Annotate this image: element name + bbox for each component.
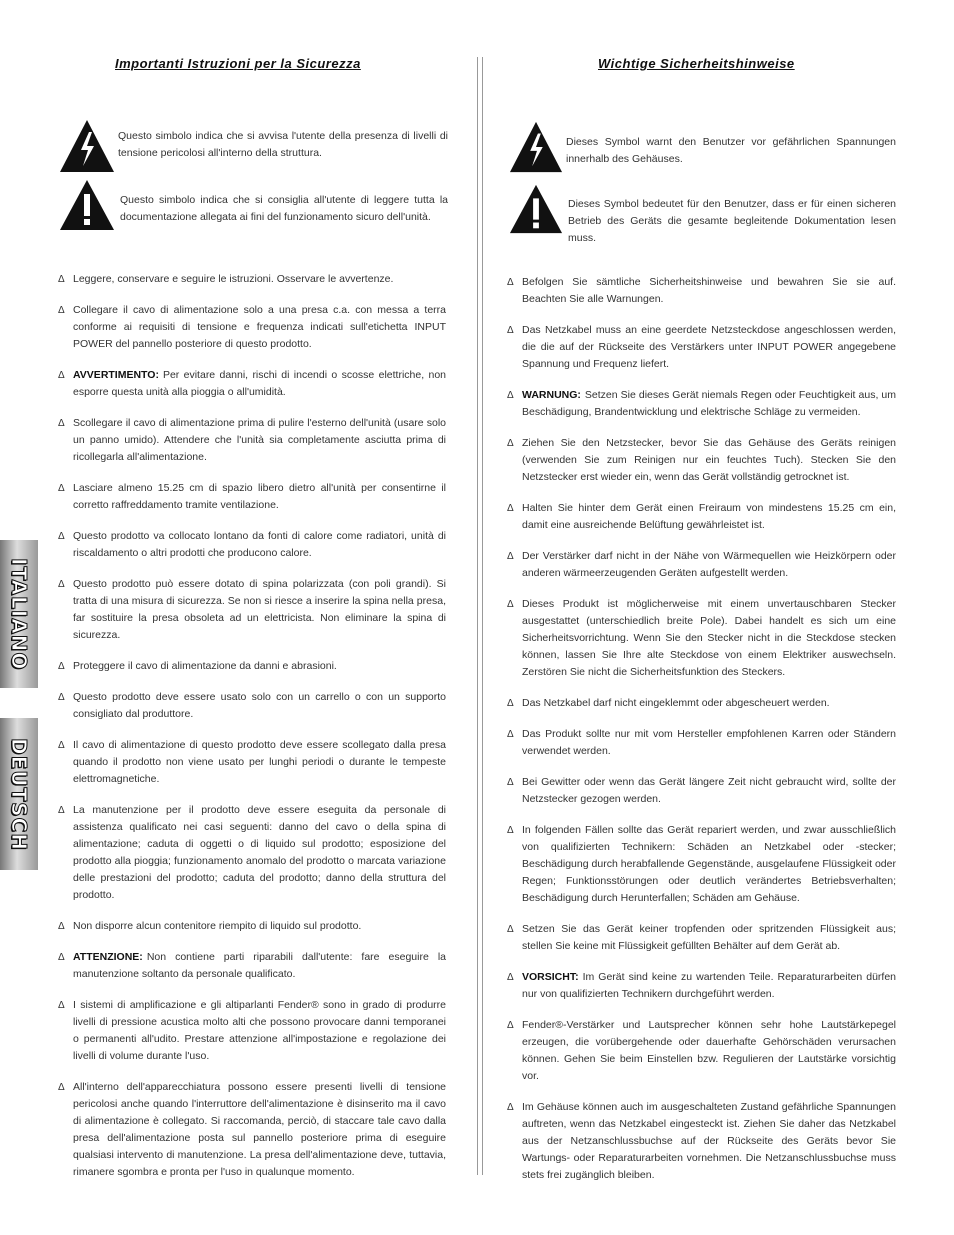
safety-item	[507, 435, 896, 486]
safety-item-text: Dieses Produkt ist möglicherweise mit einem unvertauschbaren Stecker ausgestattet (unterschiedlich breite Pole). Dabei handelt es sich um eine Sicherheitsvorrichtung. Wenn Sie den Stecker nicht in die Steckdose stecken können, lassen Sie Ihre alte Steckdose von einem Elektriker auswechseln. Zerstören Sie nicht die Sicherheitsfunktion des Steckers.	[522, 598, 896, 678]
german-exclamation-notice	[508, 182, 896, 242]
safety-item	[58, 480, 446, 514]
safety-item	[507, 1017, 896, 1085]
safety-item-text: Der Verstärker darf nicht in der Nähe von Wärmequellen wie Heizkörpern oder anderen wärmeerzeugenden Geräten aufgestellt werden.	[522, 550, 896, 579]
safety-item-text: Halten Sie hinter dem Gerät einen Freiraum von mindestens 15.25 cm ein, damit eine ausreichende Belüftung gewährleistet ist.	[522, 502, 896, 531]
delta-bullet-icon: Δ	[58, 531, 65, 542]
safety-item	[507, 387, 896, 421]
safety-item-text: Questo prodotto può essere dotato di spina polarizzata (con poli grandi). Si tratta di una misura di sicurezza. Se non si riesce a inserire la spina nella presa, far sostituire la presa obsoleta ad un elettricista. Non eliminare la spina di sicurezza.	[73, 578, 446, 641]
italian-lightning-notice	[58, 118, 448, 178]
safety-item	[507, 274, 896, 308]
delta-bullet-icon: Δ	[507, 825, 514, 836]
delta-bullet-icon: Δ	[507, 1020, 514, 1031]
safety-item	[507, 1099, 896, 1184]
italian-lightning-text: Questo simbolo indica che si avvisa l'utente della presenza di livelli di tensione pericolosi all'interno della struttura.	[118, 130, 448, 159]
delta-bullet-icon: Δ	[58, 692, 65, 703]
safety-item-text: Das Produkt sollte nur mit vom Hersteller empfohlenen Karren oder Ständern verwendet werden.	[522, 728, 896, 757]
column-divider	[477, 57, 483, 1175]
safety-item	[58, 737, 446, 788]
side-tab-deutsch	[0, 718, 38, 870]
delta-bullet-icon: Δ	[58, 1000, 65, 1011]
safety-item	[507, 726, 896, 760]
safety-item	[58, 689, 446, 723]
safety-item	[58, 367, 446, 401]
delta-bullet-icon: Δ	[58, 805, 65, 816]
safety-item	[58, 302, 446, 353]
delta-bullet-icon: Δ	[507, 599, 514, 610]
italian-exclamation-text: Questo simbolo indica che si consiglia all'utente di leggere tutta la documentazione allegata ai fini del funzionamento sicuro dell'unità.	[120, 194, 448, 223]
safety-item-text: Bei Gewitter oder wenn das Gerät längere Zeit nicht gebraucht wird, sollte der Netzstecker gezogen werden.	[522, 776, 896, 805]
safety-item-text: Per evitare danni, rischi di incendi o scosse elettriche, non esporre questa unità alla pioggia o all'umidità.	[73, 369, 446, 398]
safety-item-text: Non contiene parti riparabili dall'utente: fare eseguire la manutenzione soltanto da personale qualificato.	[73, 951, 446, 980]
safety-item-text: Lasciare almeno 15.25 cm di spazio libero dietro all'unità per consentirne il corretto raffreddamento tramite ventilazione.	[73, 482, 446, 511]
delta-bullet-icon: Δ	[58, 418, 65, 429]
delta-bullet-icon: Δ	[507, 972, 514, 983]
lightning-warning-icon	[58, 118, 116, 174]
safety-item-text: Das Netzkabel darf nicht eingeklemmt oder abgescheuert werden.	[522, 697, 830, 709]
safety-item	[58, 1079, 446, 1181]
safety-item	[58, 528, 446, 562]
german-heading: Wichtige Sicherheitshinweise	[598, 56, 795, 71]
safety-item-text: Proteggere il cavo di alimentazione da danni e abrasioni.	[73, 660, 337, 672]
delta-bullet-icon: Δ	[507, 698, 514, 709]
german-lightning-notice	[508, 120, 896, 180]
delta-bullet-icon: Δ	[58, 921, 65, 932]
safety-item-text: Fender®-Verstärker und Lautsprecher können sehr hohe Lautstärkepegel erzeugen, die vorübergehende oder dauerhafte Gehörschäden verursachen können. Gehen Sie beim Einstellen bzw. Regulieren der Lautstärke vorsichtig vor.	[522, 1019, 896, 1082]
safety-item-label: VORSICHT:	[522, 971, 579, 983]
delta-bullet-icon: Δ	[58, 274, 65, 285]
delta-bullet-icon: Δ	[58, 952, 65, 963]
safety-item-text: Im Gerät sind keine zu wartenden Teile. Reparaturarbeiten dürfen nur von qualifizierten Technikern durchgeführt werden.	[522, 971, 896, 1000]
safety-item-text: Questo prodotto va collocato lontano da fonti di calore come radiatori, unità di riscaldamento o altri prodotti che producono calore.	[73, 530, 446, 559]
safety-item	[58, 658, 446, 675]
delta-bullet-icon: Δ	[507, 1102, 514, 1113]
delta-bullet-icon: Δ	[58, 1082, 65, 1093]
safety-item-text: All'interno dell'apparecchiatura possono essere presenti livelli di tensione pericolosi anche quando l'interruttore dell'alimentazione è disinserito ma il cavo di alimentazione è collegato. Si raccomanda, perciò, di staccare tale cavo dalla presa dell'alimentazione posta sul pannello posteriore prima di eseguire qualsiasi intervento di manutenzione. La presa dell'alimentazione deve, tuttavia, rimanere sgombra e pronta per l'uso in qualunque momento.	[73, 1081, 446, 1178]
delta-bullet-icon: Δ	[507, 438, 514, 449]
safety-item	[507, 822, 896, 907]
delta-bullet-icon: Δ	[507, 777, 514, 788]
side-tab-italiano-label: ITALIANO	[7, 557, 31, 671]
safety-item-text: Leggere, conservare e seguire le istruzioni. Osservare le avvertenze.	[73, 273, 394, 285]
delta-bullet-icon: Δ	[58, 740, 65, 751]
safety-item	[58, 576, 446, 644]
safety-item-text: Non disporre alcun contenitore riempito di liquido sul prodotto.	[73, 920, 362, 932]
delta-bullet-icon: Δ	[507, 729, 514, 740]
german-lightning-text: Dieses Symbol warnt den Benutzer vor gefährlichen Spannungen innerhalb des Gehäuses.	[566, 136, 896, 165]
delta-bullet-icon: Δ	[58, 305, 65, 316]
delta-bullet-icon: Δ	[507, 325, 514, 336]
italian-safety-list	[58, 271, 446, 1195]
safety-item	[507, 774, 896, 808]
german-exclamation-text: Dieses Symbol bedeutet für den Benutzer, dass er für einen sicheren Betrieb des Geräts die gesamte begleitende Dokumentation lesen muss.	[568, 198, 896, 244]
safety-item-label: ATTENZIONE:	[73, 951, 143, 963]
safety-item	[58, 415, 446, 466]
german-safety-list	[507, 274, 896, 1198]
safety-item	[507, 322, 896, 373]
safety-item-text: Questo prodotto deve essere usato solo con un carrello o con un supporto consigliato dal produttore.	[73, 691, 446, 720]
safety-item-label: AVVERTIMENTO:	[73, 369, 159, 381]
safety-item-text: Il cavo di alimentazione di questo prodotto deve essere scollegato dalla presa quando il prodotto non viene usato per lunghi periodi o durante le tempeste elettromagnetiche.	[73, 739, 446, 785]
safety-item-text: Scollegare il cavo di alimentazione prima di pulire l'esterno dell'unità (usare solo un panno umido). Attendere che l'unità sia completamente asciutta prima di ricollegarla all'alimentazione.	[73, 417, 446, 463]
safety-item	[507, 921, 896, 955]
safety-item	[58, 997, 446, 1065]
safety-item	[58, 802, 446, 904]
delta-bullet-icon: Δ	[507, 551, 514, 562]
italian-exclamation-notice	[58, 178, 448, 238]
italian-heading: Importanti Istruzioni per la Sicurezza	[115, 56, 361, 71]
safety-item-text: La manutenzione per il prodotto deve essere eseguita da personale di assistenza qualificato nei casi seguenti: danno del cavo o della spina di alimentazione; caduta di oggetti o di liquido sul prodotto; esposizione del prodotto alla pioggia; funzionamento anomalo del prodotto o marcata variazione delle prestazioni del prodotto; caduta del prodotto; danno della struttura del prodotto.	[73, 804, 446, 901]
delta-bullet-icon: Δ	[507, 924, 514, 935]
side-tab-italiano	[0, 540, 38, 688]
safety-item-text: Ziehen Sie den Netzstecker, bevor Sie das Gehäuse des Geräts reinigen (verwenden Sie zum Reinigen nur ein feuchtes Tuch). Stecken Sie den Netzstecker erst wieder ein, wenn das Gerät vollständig getrocknet ist.	[522, 437, 896, 483]
safety-item	[507, 548, 896, 582]
safety-item-text: Das Netzkabel muss an eine geerdete Netzsteckdose angeschlossen werden, die die auf der Rückseite des Verstärkers unter INPUT POWER angegebene Spannung und Frequenz liefert.	[522, 324, 896, 370]
delta-bullet-icon: Δ	[58, 579, 65, 590]
safety-item	[58, 949, 446, 983]
side-tab-deutsch-label: DEUTSCH	[7, 737, 31, 851]
safety-item	[507, 596, 896, 681]
safety-item-text: In folgenden Fällen sollte das Gerät repariert werden, und zwar ausschließlich von qualifizierten Technikern: Schäden an Netzkabel oder -stecker; Beschädigung durch herabfallende Gegenstände, ausgelaufene Flüssigkeit oder Regen; Funktionsstörungen oder deutlich verändertes Betriebsverhalten; Beschädigung durch Herunterfallen; Schäden am Gehäuse.	[522, 824, 896, 904]
safety-item	[507, 969, 896, 1003]
safety-item	[507, 695, 896, 712]
safety-item	[58, 918, 446, 935]
lightning-warning-icon	[508, 120, 564, 174]
safety-item-label: WARNUNG:	[522, 389, 581, 401]
safety-item-text: Im Gehäuse können auch im ausgeschalteten Zustand gefährliche Spannungen auftreten, wenn das Netzkabel eingesteckt ist. Ziehen Sie daher das Netzkabel aus der Netzanschlussbuchse auf der Rückseite des Geräts bevor Sie Wartungs- oder Reparaturarbeiten vornehmen. Die Netzanschlussbuchse muss stets frei zugänglich bleiben.	[522, 1101, 896, 1181]
delta-bullet-icon: Δ	[507, 503, 514, 514]
exclamation-warning-icon	[508, 182, 564, 236]
safety-item-text: Befolgen Sie sämtliche Sicherheitshinweise und bewahren Sie sie auf. Beachten Sie alle Warnungen.	[522, 276, 896, 305]
delta-bullet-icon: Δ	[58, 661, 65, 672]
safety-item-text: Setzen Sie das Gerät keiner tropfenden oder spritzenden Flüssigkeit aus; stellen Sie keine mit Flüssigkeit gefüllten Behälter auf dem Gerät ab.	[522, 923, 896, 952]
delta-bullet-icon: Δ	[507, 277, 514, 288]
safety-item	[507, 500, 896, 534]
delta-bullet-icon: Δ	[58, 483, 65, 494]
safety-item	[58, 271, 446, 288]
delta-bullet-icon: Δ	[58, 370, 65, 381]
safety-item-text: Collegare il cavo di alimentazione solo a una presa c.a. con messa a terra conforme ai requisiti di tensione e frequenza indicati sull'etichetta INPUT POWER del pannello posteriore di questo prodotto.	[73, 304, 446, 350]
exclamation-warning-icon	[58, 178, 116, 232]
safety-item-text: I sistemi di amplificazione e gli altiparlanti Fender® sono in grado di produrre livelli di pressione acustica molto alti che possono provocare danni temporanei o permanenti all'udito. Prestare attenzione all'impostazione e regolazione dei livelli di volume durante l'uso.	[73, 999, 446, 1062]
safety-item-text: Setzen Sie dieses Gerät niemals Regen oder Feuchtigkeit aus, um Beschädigung, Brandentwicklung und elektrische Schläge zu vermeiden.	[522, 389, 896, 418]
delta-bullet-icon: Δ	[507, 390, 514, 401]
